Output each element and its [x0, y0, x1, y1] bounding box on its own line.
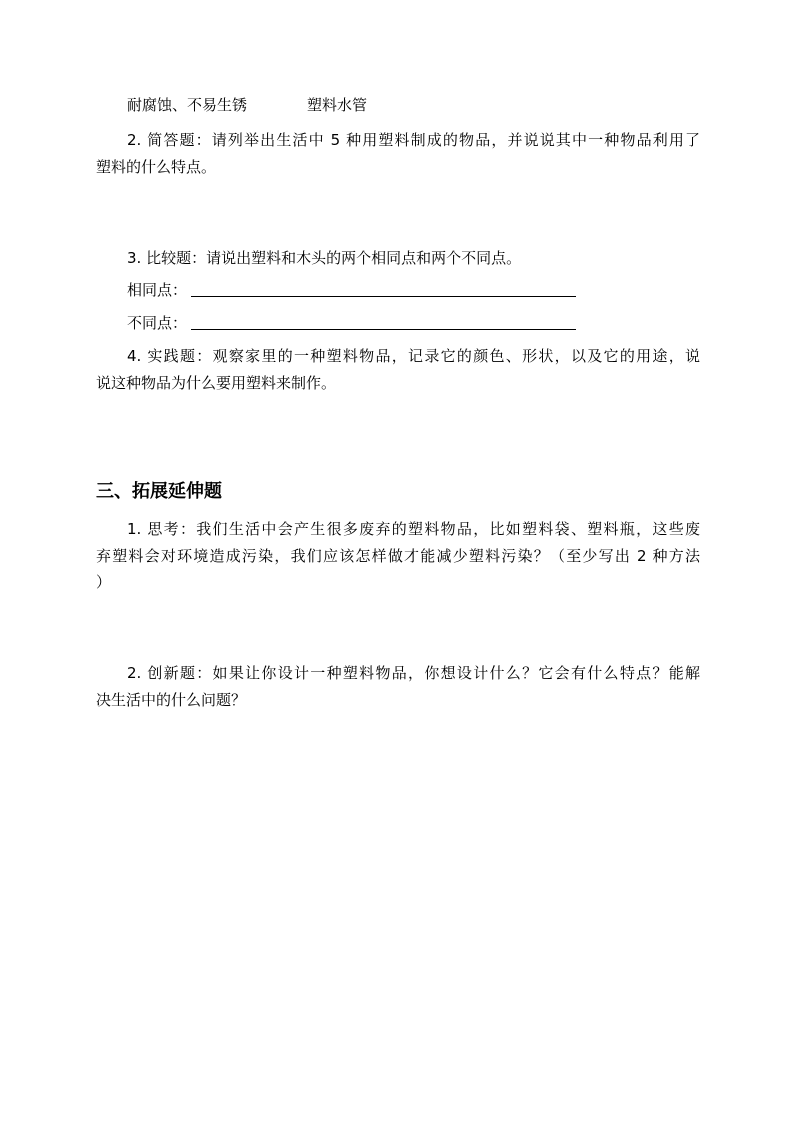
section-3-question-1-line-3: ） [96, 573, 112, 591]
match-item-text: 塑料水管 [307, 96, 368, 114]
same-points-label: 相同点： [127, 281, 188, 299]
match-property-text: 耐腐蚀、不易生锈 [127, 96, 248, 114]
question-2-line-2: 塑料的什么特点。 [96, 158, 217, 176]
question-2-line-1: 2. 简答题：请列举出生活中 5 种用塑料制成的物品，并说说其中一种物品利用了 [127, 131, 700, 149]
match-row [127, 95, 700, 115]
same-points-answer-line[interactable] [191, 296, 576, 297]
section-3-question-1-line-1: 1. 思考：我们生活中会产生很多废弃的塑料物品，比如塑料袋、塑料瓶，这些废 [127, 520, 700, 538]
section-3-heading: 三、拓展延伸题 [96, 481, 222, 502]
section-3-question-1-line-2: 弃塑料会对环境造成污染，我们应该怎样做才能减少塑料污染？（至少写出 2 种方法 [96, 547, 700, 565]
section-3-question-2-line-1: 2. 创新题：如果让你设计一种塑料物品，你想设计什么？它会有什么特点？能解 [127, 664, 700, 682]
different-points-label: 不同点： [127, 314, 188, 332]
question-4-line-1: 4. 实践题：观察家里的一种塑料物品，记录它的颜色、形状，以及它的用途，说 [127, 347, 700, 365]
section-3-question-2-line-2: 决生活中的什么问题？ [96, 691, 247, 709]
different-points-answer-line[interactable] [191, 329, 576, 330]
question-4-line-2: 说这种物品为什么要用塑料来制作。 [96, 374, 337, 392]
question-3-line-1: 3. 比较题：请说出塑料和木头的两个相同点和两个不同点。 [127, 249, 522, 267]
